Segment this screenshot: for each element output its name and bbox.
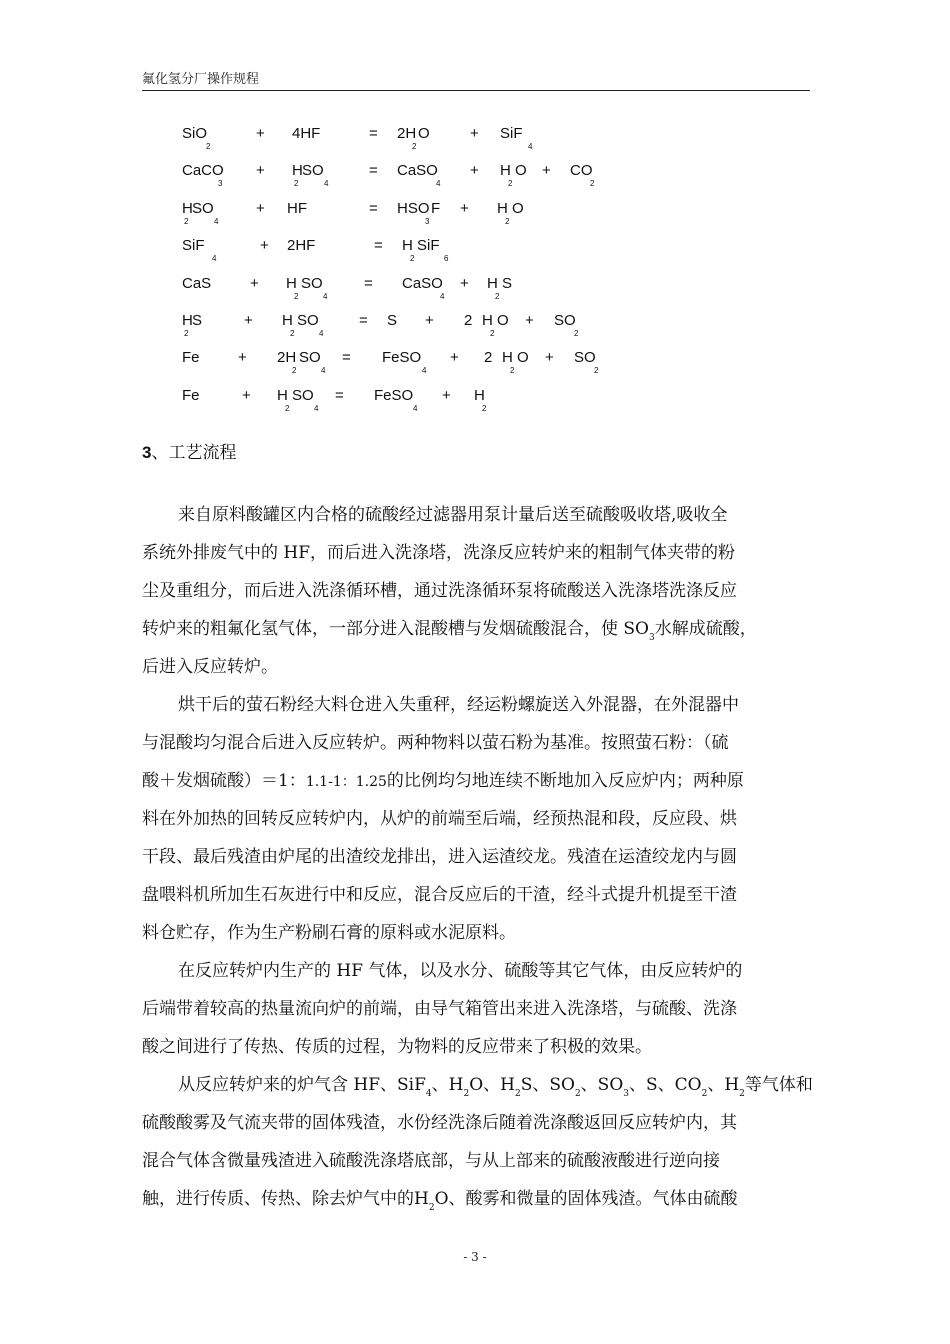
- text-line: 来自原料酸罐区内合格的硫酸经过滤器用泵计量后送至硫酸吸收塔,吸收全: [178, 505, 728, 525]
- equation-subscript: 2: [290, 329, 295, 338]
- equation-subscript: 2: [482, 404, 487, 413]
- equation-term: SO: [192, 200, 214, 217]
- equation-term: H: [282, 312, 293, 329]
- equation-term: SiO: [182, 125, 208, 142]
- equation-term: +: [250, 275, 259, 292]
- equation-term: =: [342, 349, 351, 366]
- equation-subscript: 4: [212, 254, 217, 263]
- equation-term: O: [418, 125, 430, 142]
- equation-subscript: 2: [410, 254, 415, 263]
- equation-term: =: [374, 237, 383, 254]
- page-number: - 3 -: [463, 1250, 487, 1264]
- equation-term: CaS: [182, 275, 212, 292]
- text-line: 料仓贮存，作为生产粉刷石膏的原料或水泥原料。: [142, 923, 516, 943]
- equation-term: SO: [574, 349, 596, 366]
- text-line: 硫酸酸雾及气流夹带的固体残渣，水份经洗涤后随着洗涤酸返回反应转炉内，其: [142, 1113, 737, 1133]
- equation-term: +: [244, 312, 253, 329]
- text-line: 从反应转炉来的炉气含 HF、SiF$_4$、$H_2O$、$H_2S$、$SO_2$、$SO_3$、S、$CO_2$、$H_2$等气体和: [178, 1075, 813, 1099]
- chemical-equation: [182, 274, 822, 300]
- equation-term: H: [487, 275, 498, 292]
- chemical-equation: [182, 124, 822, 150]
- equation-subscript: 4: [314, 404, 319, 413]
- equation-term: +: [242, 387, 251, 404]
- equation-term: SO: [301, 275, 323, 292]
- equation-term: HSO: [397, 200, 430, 217]
- equation-term: +: [542, 162, 551, 179]
- equation-term: +: [545, 349, 554, 366]
- text-line: 尘及重组分，而后进入洗涤循环槽，通过洗涤循环泵将硫酸送入洗涤塔洗涤反应: [142, 581, 737, 601]
- equation-subscript: 6: [444, 254, 449, 263]
- equation-term: Fe: [182, 349, 200, 366]
- equation-term: H: [292, 162, 303, 179]
- equation-term: +: [525, 312, 534, 329]
- equation-term: SO: [297, 312, 319, 329]
- equation-subscript: 2: [294, 292, 299, 301]
- equation-subscript: 2: [285, 404, 290, 413]
- equation-term: +: [470, 162, 479, 179]
- equation-term: +: [256, 200, 265, 217]
- equation-subscript: 2: [294, 179, 299, 188]
- equation-subscript: 2: [594, 366, 599, 375]
- equation-term: =: [359, 312, 368, 329]
- text-line: 后端带着较高的热量流向炉的前端，由导气箱管出来进入洗涤塔，与硫酸、洗涤: [142, 999, 737, 1019]
- equation-subscript: 4: [413, 404, 418, 413]
- equation-term: H: [182, 312, 193, 329]
- section-heading: [142, 442, 236, 464]
- chemical-equation: [182, 199, 822, 225]
- section-number: 3: [142, 443, 152, 462]
- equation-subscript: 2: [490, 329, 495, 338]
- equation-term: O: [512, 200, 524, 217]
- text-line: 盘喂料机所加生石灰进行中和反应，混合反应后的干渣，经斗式提升机提至干渣: [142, 885, 737, 905]
- equation-subscript: 4: [422, 366, 427, 375]
- equation-term: Fe: [182, 387, 200, 404]
- equation-term: FeSO: [382, 349, 422, 366]
- equation-term: +: [425, 312, 434, 329]
- equation-term: O: [517, 349, 529, 366]
- equation-term: +: [256, 162, 265, 179]
- equation-term: +: [260, 237, 269, 254]
- chemical-equation: [182, 161, 822, 187]
- equation-term: FeSO: [374, 387, 414, 404]
- equation-subscript: 2: [206, 142, 211, 151]
- equation-subscript: 4: [440, 292, 445, 301]
- text-line: 触，进行传质、传热、除去炉气中的$H_2O$、酸雾和微量的固体残渣。气体由硫酸: [142, 1189, 738, 1213]
- equation-subscript: 4: [214, 217, 219, 226]
- equation-term: S: [502, 275, 513, 292]
- equation-term: +: [460, 275, 469, 292]
- text-line: 与混酸均匀混合后进入反应转炉。两种物料以萤石粉为基准。按照萤石粉：（硫: [142, 733, 729, 753]
- equation-term: +: [470, 125, 479, 142]
- text-line: 酸＋发烟硫酸）＝1：1.1-1：1.25的比例均匀地连续不断地加入反应炉内；两种原: [142, 771, 744, 791]
- text-line: 后进入反应转炉。: [142, 657, 278, 677]
- equation-subscript: 2: [184, 217, 189, 226]
- equation-term: +: [442, 387, 451, 404]
- equation-term: SiF: [500, 125, 523, 142]
- equation-term: H: [502, 349, 513, 366]
- page-header: [142, 72, 810, 91]
- equation-subscript: 2: [184, 329, 189, 338]
- chemical-equation: [182, 348, 822, 374]
- equation-subscript: 2: [505, 217, 510, 226]
- equation-subscript: 2: [590, 179, 595, 188]
- paragraph-1: [142, 496, 810, 686]
- equation-term: +: [256, 125, 265, 142]
- equation-term: +: [450, 349, 459, 366]
- equation-subscript: 2: [412, 142, 417, 151]
- equation-term: H: [482, 312, 493, 329]
- equation-term: H: [286, 275, 297, 292]
- equation-subscript: 4: [319, 329, 324, 338]
- paragraph-3: [142, 952, 810, 1066]
- equation-term: SO: [302, 162, 324, 179]
- paragraph-4: [142, 1066, 813, 1218]
- equation-subscript: 2: [574, 329, 579, 338]
- equation-term: H: [277, 387, 288, 404]
- equation-term: O: [515, 162, 527, 179]
- equation-term: =: [364, 275, 373, 292]
- text-line: 料在外加热的回转反应转炉内，从炉的前端至后端，经预热混和段，反应段、烘: [142, 809, 737, 829]
- equation-subscript: 4: [528, 142, 533, 151]
- equation-subscript: 4: [323, 292, 328, 301]
- equation-subscript: 4: [324, 179, 329, 188]
- section-title: 、工艺流程: [151, 443, 237, 463]
- equation-term: S: [387, 312, 398, 329]
- chemical-equation: [182, 236, 822, 262]
- equation-term: O: [497, 312, 509, 329]
- equation-subscript: 2: [292, 366, 297, 375]
- equation-subscript: 3: [425, 217, 430, 226]
- equation-term: =: [335, 387, 344, 404]
- equation-term: CaSO: [402, 275, 443, 292]
- equation-subscript: 4: [321, 366, 326, 375]
- equation-term: H: [474, 387, 485, 404]
- equation-subscript: 3: [218, 179, 223, 188]
- equation-subscript: 2: [495, 292, 500, 301]
- text-line: 系统外排废气中的 HF，而后进入洗涤塔，洗涤反应转炉来的粗制气体夹带的粉: [142, 543, 736, 563]
- equation-term: 2: [484, 349, 493, 366]
- equation-term: 2H: [277, 349, 297, 366]
- header-title: 氟化氢分厂操作规程: [142, 72, 260, 87]
- equation-term: HF: [287, 200, 307, 217]
- equation-term: =: [369, 125, 378, 142]
- equation-term: 4HF: [292, 125, 321, 142]
- equation-term: +: [238, 349, 247, 366]
- text-line: 酸之间进行了传热、传质的过程，为物料的反应带来了积极的效果。: [142, 1037, 652, 1057]
- equation-subscript: 2: [508, 179, 513, 188]
- equation-term: SiF: [417, 237, 440, 254]
- equation-term: SO: [554, 312, 576, 329]
- equation-term: H: [500, 162, 511, 179]
- equation-term: SiF: [182, 237, 205, 254]
- equation-term: H: [182, 200, 193, 217]
- equation-term: +: [460, 200, 469, 217]
- equation-term: F: [431, 200, 441, 217]
- text-line: 混合气体含微量残渣进入硫酸洗涤塔底部，与从上部来的硫酸液酸进行逆向接: [142, 1151, 720, 1171]
- equation-term: CaSO: [397, 162, 438, 179]
- equation-term: SO: [292, 387, 314, 404]
- equation-term: =: [369, 162, 378, 179]
- text-line: 干段、最后残渣由炉尾的出渣绞龙排出，进入运渣绞龙。残渣在运渣绞龙内与圆: [142, 847, 737, 867]
- text-line: 转炉来的粗氟化氢气体，一部分进入混酸槽与发烟硫酸混合，使 $SO_3$水解成硫酸，: [142, 619, 757, 643]
- equation-term: H: [402, 237, 413, 254]
- text-line: 烘干后的萤石粉经大料仓进入失重秤，经运粉螺旋送入外混器，在外混器中: [178, 695, 739, 715]
- equation-subscript: 2: [510, 366, 515, 375]
- equation-term: 2: [464, 312, 473, 329]
- equation-subscript: 4: [436, 179, 441, 188]
- equation-term: CO: [570, 162, 593, 179]
- paragraph-2: [142, 686, 810, 952]
- equation-term: CaCO: [182, 162, 224, 179]
- equation-term: SO: [299, 349, 321, 366]
- chemical-equation: [182, 311, 822, 337]
- equation-term: H: [497, 200, 508, 217]
- equation-term: =: [369, 200, 378, 217]
- text-line: 在反应转炉内生产的 HF 气体，以及水分、硫酸等其它气体，由反应转炉的: [178, 961, 743, 981]
- equation-term: 2H: [397, 125, 417, 142]
- equation-term: 2HF: [287, 237, 316, 254]
- equation-term: S: [192, 312, 203, 329]
- chemical-equation: [182, 386, 822, 412]
